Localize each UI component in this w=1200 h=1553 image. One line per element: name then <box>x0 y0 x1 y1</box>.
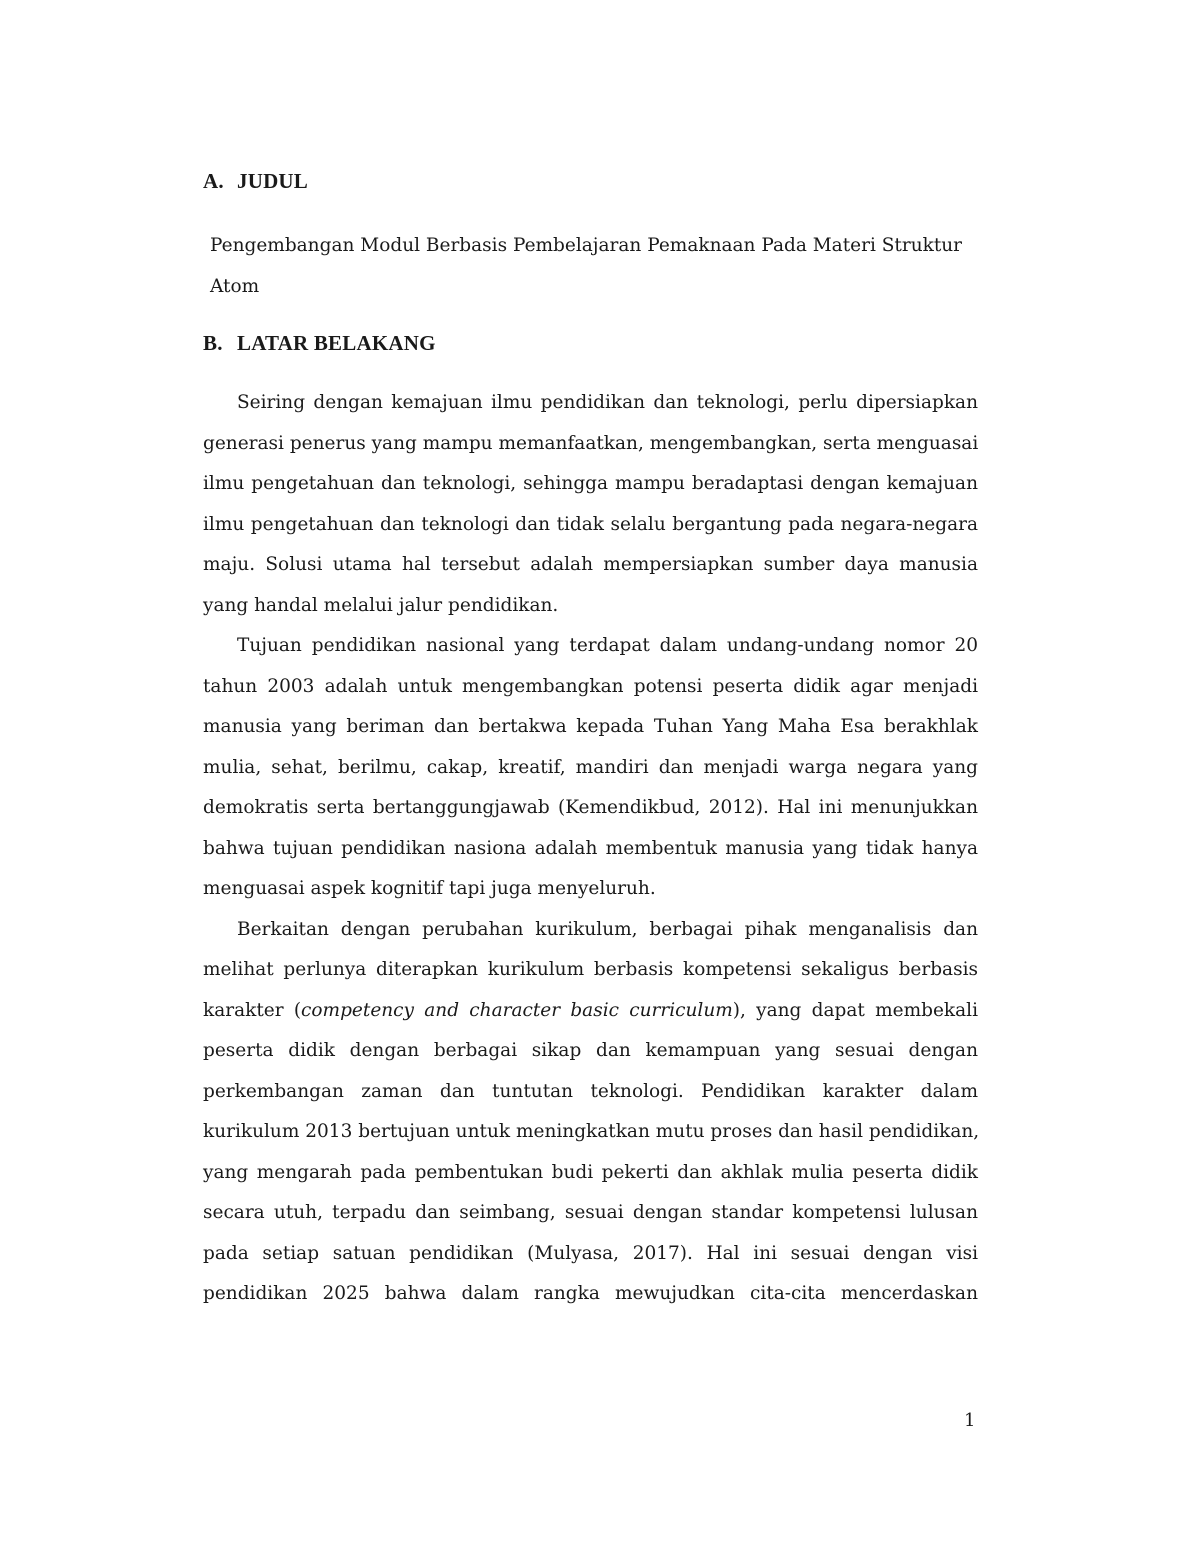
text-line: bahwa tujuan pendidikan nasiona adalah membentuk manusia yang tidak hanya <box>203 837 978 859</box>
text-fragment: karakter ( <box>203 999 302 1021</box>
section-number: A. <box>203 169 224 193</box>
text-line: melihat perlunya diterapkan kurikulum berbasis kompetensi sekaligus berbasis <box>203 959 978 980</box>
text-line: yang mengarah pada pembentukan budi pekerti dan akhlak mulia peserta didik <box>203 1161 978 1183</box>
text-line: mulia, sehat, berilmu, cakap, kreatif, mandiri dan menjadi warga negara yang <box>203 756 978 778</box>
text-line: manusia yang beriman dan bertakwa kepada Tuhan Yang Maha Esa berakhlak <box>203 716 978 737</box>
italic-term: competency and character basic curriculum <box>301 999 733 1021</box>
section-heading-latar-belakang <box>203 331 436 356</box>
text-line: pada setiap satuan pendidikan (Mulyasa, 2017). Hal ini sesuai dengan visi <box>203 1242 978 1264</box>
text-line: menguasai aspek kognitif tapi juga menyeluruh. <box>203 878 656 899</box>
page-number: 1 <box>964 1410 976 1431</box>
text-line: secara utuh, terpadu dan seimbang, sesuai dengan standar kompetensi lulusan <box>203 1202 978 1223</box>
text-line: ilmu pengetahuan dan teknologi dan tidak selalu bergantung pada negara-negara <box>203 513 978 535</box>
section-heading-text: JUDUL <box>237 169 309 193</box>
title-line: Pengembangan Modul Berbasis Pembelajaran Pemaknaan Pada Materi Struktur <box>210 235 963 256</box>
text-line: generasi penerus yang mampu memanfaatkan, mengembangkan, serta menguasai <box>203 432 979 454</box>
text-line: peserta didik dengan berbagai sikap dan kemampuan yang sesuai dengan <box>203 1040 978 1061</box>
paragraph <box>203 910 978 1315</box>
text-line-with-italic <box>203 991 978 1032</box>
title-line: Atom <box>210 276 260 297</box>
text-line: ilmu pengetahuan dan teknologi, sehingga mampu beradaptasi dengan kemajuan <box>203 473 978 494</box>
text-line: demokratis serta bertanggungjawab (Kemendikbud, 2012). Hal ini menunjukkan <box>203 797 978 818</box>
section-number: B. <box>203 331 223 355</box>
text-line: kurikulum 2013 bertujuan untuk meningkatkan mutu proses dan hasil pendidikan, <box>203 1121 980 1142</box>
text-line: maju. Solusi utama hal tersebut adalah mempersiapkan sumber daya manusia <box>203 554 978 575</box>
text-line: Berkaitan dengan perubahan kurikulum, berbagai pihak menganalisis dan <box>237 918 978 940</box>
paragraph <box>203 383 978 626</box>
section-heading-judul <box>203 169 308 194</box>
text-line: yang handal melalui jalur pendidikan. <box>203 594 559 616</box>
text-fragment: ), yang dapat membekali <box>732 999 978 1021</box>
text-line: tahun 2003 adalah untuk mengembangkan potensi peserta didik agar menjadi <box>203 675 978 697</box>
section-heading-text: LATAR BELAKANG <box>237 331 436 355</box>
paragraph <box>203 626 978 910</box>
text-line: perkembangan zaman dan tuntutan teknologi. Pendidikan karakter dalam <box>203 1080 978 1102</box>
text-line: pendidikan 2025 bahwa dalam rangka mewujudkan cita-cita mencerdaskan <box>203 1283 978 1304</box>
text-line: Seiring dengan kemajuan ilmu pendidikan dan teknologi, perlu dipersiapkan <box>237 392 978 413</box>
text-line: Tujuan pendidikan nasional yang terdapat dalam undang-undang nomor 20 <box>237 635 978 656</box>
research-title <box>203 225 993 307</box>
background-body <box>203 383 978 1315</box>
